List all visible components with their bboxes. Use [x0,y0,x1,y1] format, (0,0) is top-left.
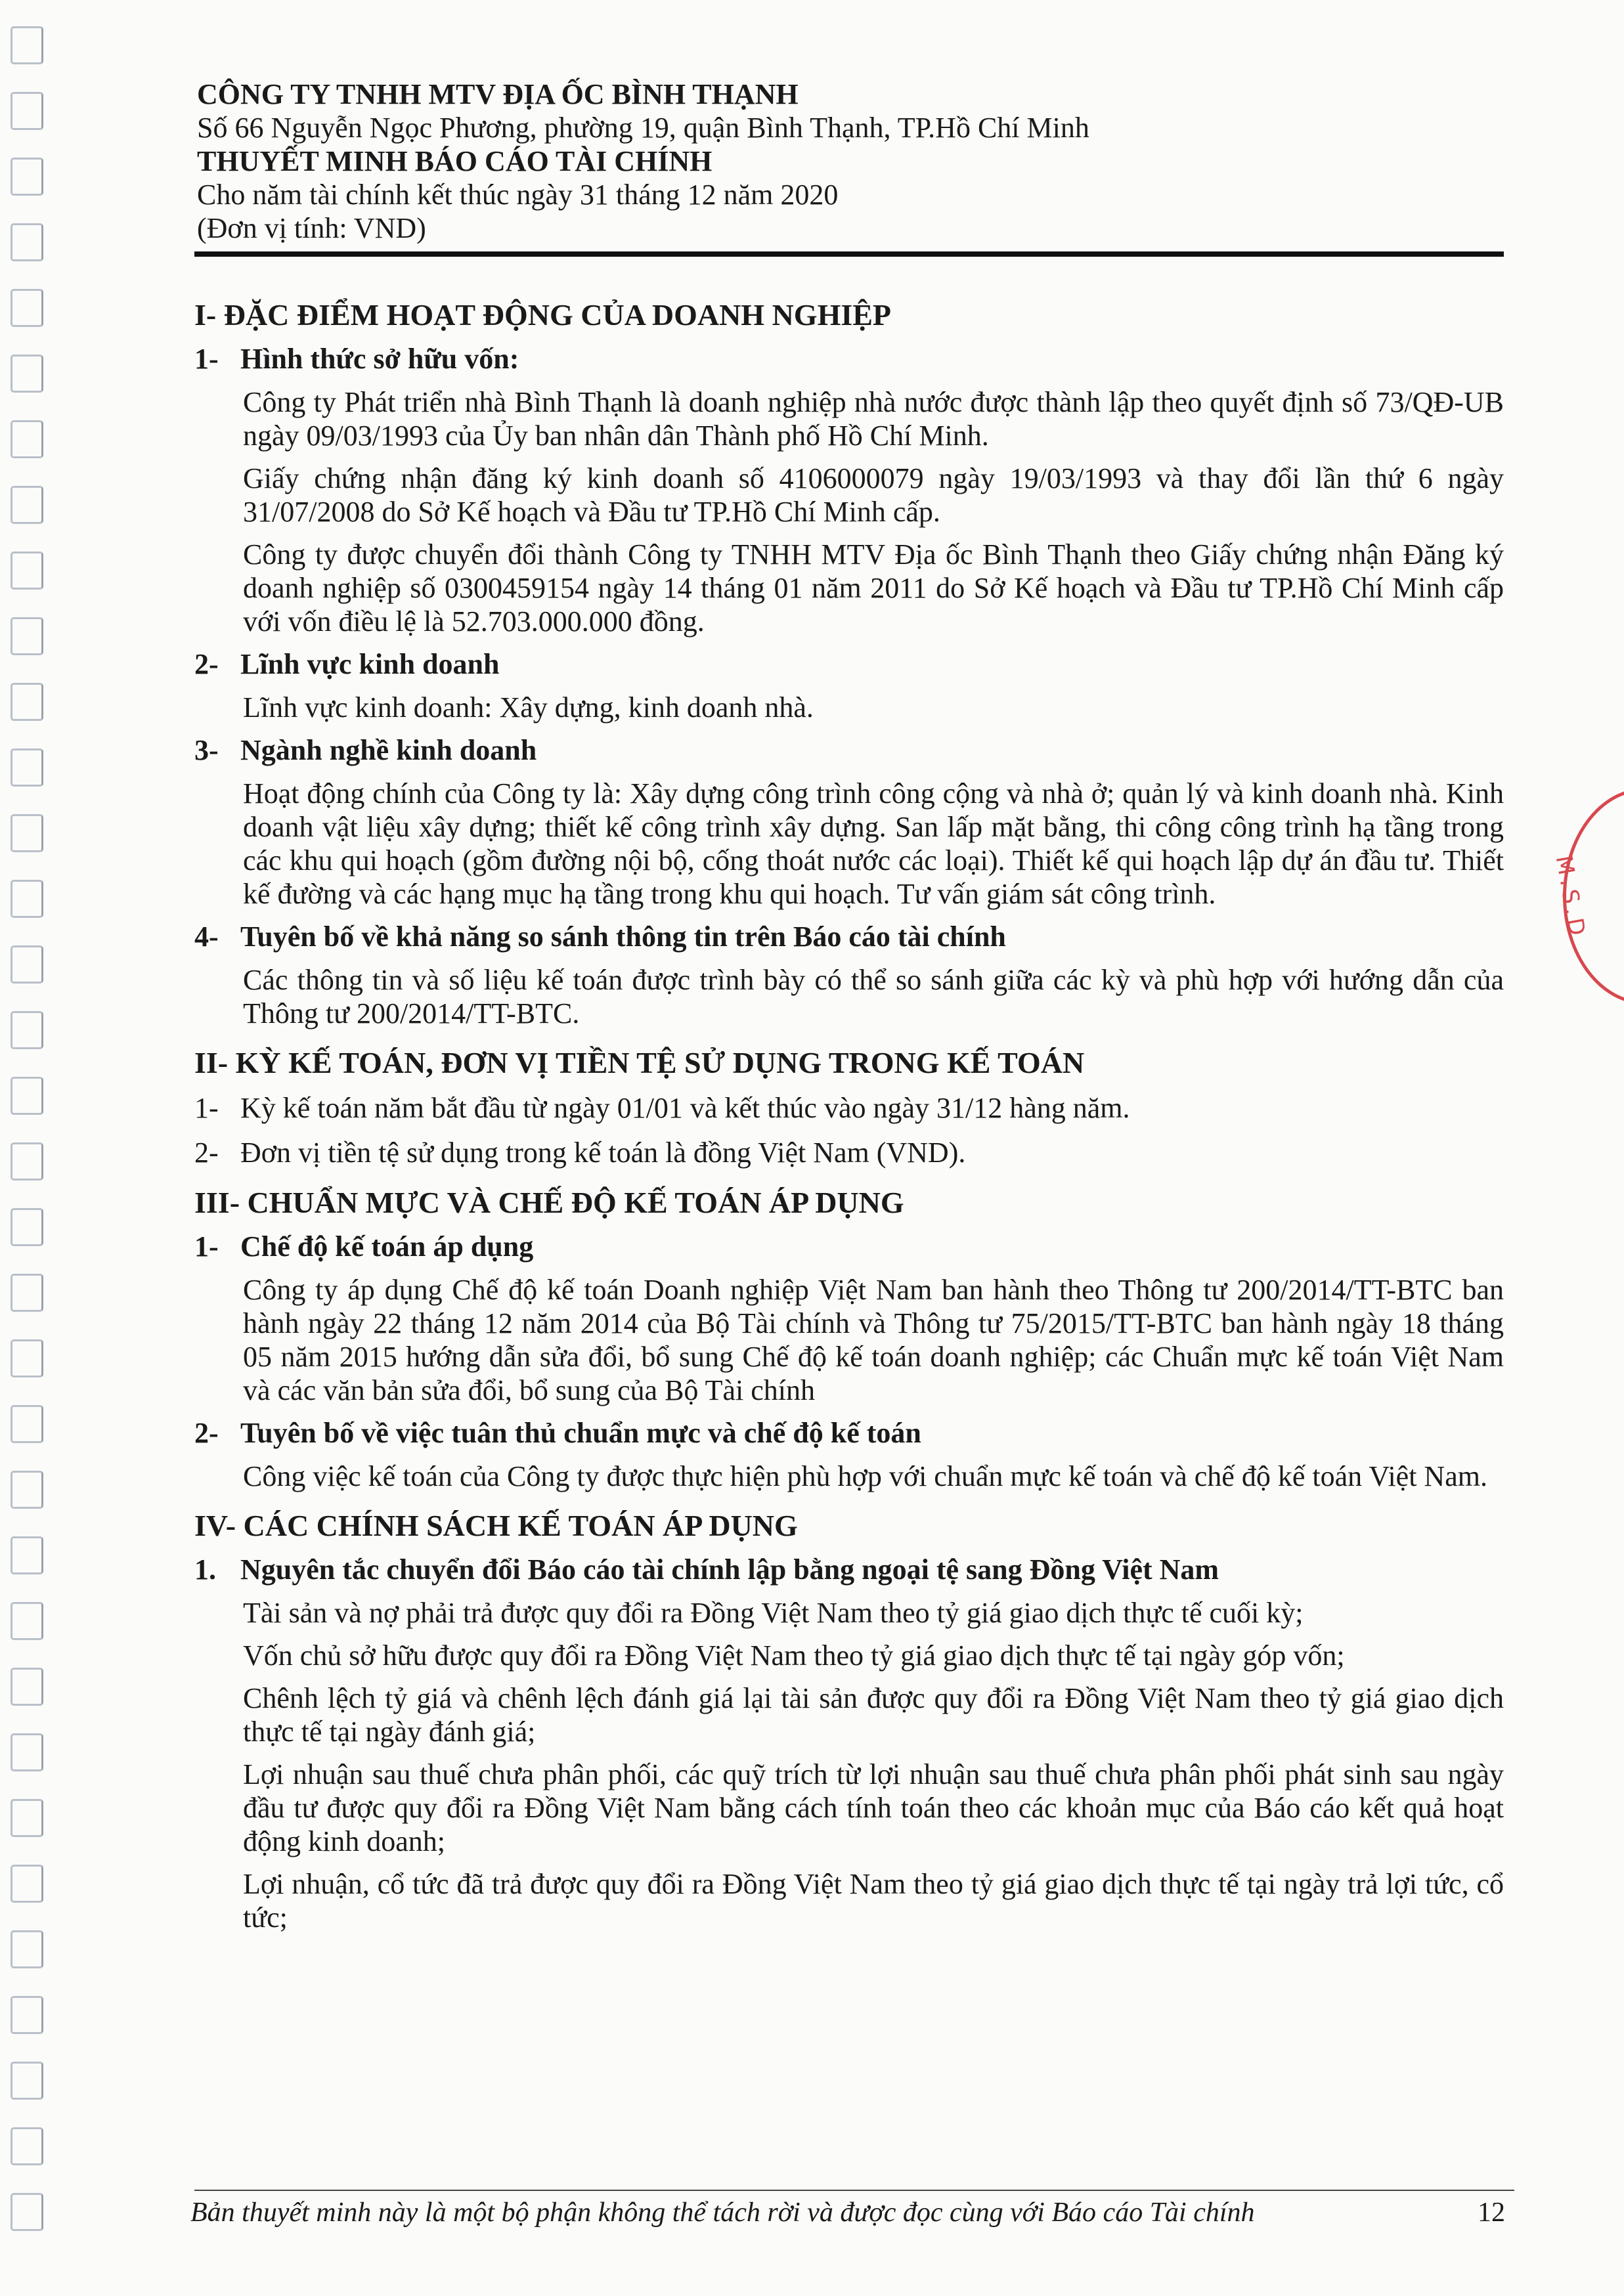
header-divider [194,251,1504,257]
item-title: Ngành nghề kinh doanh [240,734,537,766]
item-number: 3- [194,734,219,766]
paragraph: Lợi nhuận sau thuế chưa phân phối, các quỹ trích từ lợi nhuận sau thuế chưa phân phối phát sinh sau ngày đầu tư được quy đổi ra Đồng Việt Nam bằng cách tính toán theo các khoản mục của Báo cáo kết quả hoạt động kinh doanh; [243,1758,1504,1857]
item-text: Kỳ kế toán năm bắt đầu từ ngày 01/01 và kết thúc vào ngày 31/12 hàng năm. [240,1092,1130,1124]
paragraph: Giấy chứng nhận đăng ký kinh doanh số 4106000079 ngày 19/03/1993 và thay đổi lần thứ 6 ngày 31/07/2008 do Sở Kế hoạch và Đầu tư TP.Hồ Chí Minh cấp. [243,462,1504,528]
footer-note: Bản thuyết minh này là một bộ phận không thể tách rời và được đọc cùng với Báo cáo Tài chính [190,2198,1255,2228]
item-number: 2- [194,648,219,680]
document-body [194,282,1504,1943]
paragraph: Lợi nhuận, cổ tức đã trả được quy đổi ra Đồng Việt Nam theo tỷ giá giao dịch thực tế tại ngày trả lợi tức, cổ tức; [243,1868,1504,1934]
item-title: Nguyên tắc chuyển đổi Báo cáo tài chính lập bằng ngoại tệ sang Đồng Việt Nam [240,1553,1219,1586]
footer-divider [194,2190,1514,2191]
subsection-heading [194,1416,1504,1450]
document-header [197,77,1510,245]
section-title: I- ĐẶC ĐIỂM HOẠT ĐỘNG CỦA DOANH NGHIỆP [194,298,892,332]
paragraph: Tài sản và nợ phải trả được quy đổi ra Đồng Việt Nam theo tỷ giá giao dịch thực tế cuối kỳ; [243,1597,1304,1629]
item-title: Tuyên bố về khả năng so sánh thông tin trên Báo cáo tài chính [240,921,1006,953]
paragraph: Chênh lệch tỷ giá và chênh lệch đánh giá lại tài sản được quy đổi ra Đồng Việt Nam theo tỷ giá giao dịch thực tế tại ngày đánh giá; [243,1682,1504,1748]
item-title: Hình thức sở hữu vốn: [240,343,519,375]
paragraph: Hoạt động chính của Công ty là: Xây dựng công trình công cộng và nhà ở; quản lý và kinh doanh nhà. Kinh doanh vật liệu xây dựng; thiết kế công trình xây dựng. San lấp mặt bằng, thi công công trình hạ tầng trong các khu qui hoạch (gồm đường nội bộ, cống thoát nước các loại). Thiết kế qui hoạch lập dự án đầu tư. Thiết kế đường và các hạng mục hạ tầng trong khu qui hoạch. Tư vấn giám sát công trình. [243,777,1504,910]
paragraph: Các thông tin và số liệu kế toán được trình bày có thể so sánh giữa các kỳ và phù hợp với hướng dẫn của Thông tư 200/2014/TT-BTC. [243,964,1504,1029]
paragraph: Công việc kế toán của Công ty được thực hiện phù hợp với chuẩn mực kế toán và chế độ kế toán Việt Nam. [243,1460,1487,1492]
paragraph: Công ty áp dụng Chế độ kế toán Doanh nghiệp Việt Nam ban hành theo Thông tư 200/2014/TT-BTC ban hành ngày 22 tháng 12 năm 2014 của Bộ Tài chính và Thông tư 75/2015/TT-BTC ban hành ngày 18 tháng 05 năm 2015 hướng dẫn sửa đổi, bổ sung Chế độ kế toán doanh nghiệp; các Chuẩn mực kế toán Việt Nam và các văn bản sửa đổi, bổ sung của Bộ Tài chính [243,1274,1504,1406]
subsection-heading [194,920,1504,954]
stamp-text: M.S.D [1550,854,1591,942]
section-title: IV- CÁC CHÍNH SÁCH KẾ TOÁN ÁP DỤNG [194,1509,798,1542]
page-number: 12 [1478,2198,1505,2228]
item-title: Tuyên bố về việc tuân thủ chuẩn mực và chế độ kế toán [240,1417,921,1449]
section-title: III- CHUẨN MỰC VÀ CHẾ ĐỘ KẾ TOÁN ÁP DỤNG [194,1186,904,1219]
item-title: Lĩnh vực kinh doanh [240,648,500,680]
paragraph: Lĩnh vực kinh doanh: Xây dựng, kinh doanh nhà. [243,691,814,724]
item-number: 1. [194,1553,216,1586]
spiral-binding [0,0,66,2296]
company-name: CÔNG TY TNHH MTV ĐỊA ỐC BÌNH THẠNH [197,78,799,110]
paragraph: Vốn chủ sở hữu được quy đổi ra Đồng Việt Nam theo tỷ giá giao dịch thực tế tại ngày góp vốn; [243,1639,1345,1672]
item-title: Chế độ kế toán áp dụng [240,1230,534,1263]
subsection-heading [194,647,1504,682]
subsection-heading [194,1553,1504,1587]
currency-unit: (Đơn vị tính: VND) [197,212,426,244]
item-number: 1- [194,1230,219,1263]
item-number: 2- [194,1137,219,1169]
item-text: Đơn vị tiền tệ sử dụng trong kế toán là đồng Việt Nam (VND). [240,1137,966,1169]
list-item [194,1091,1504,1125]
item-number: 1- [194,343,219,375]
subsection-heading [194,1230,1504,1264]
item-number: 1- [194,1092,219,1124]
reporting-period: Cho năm tài chính kết thúc ngày 31 tháng 12 năm 2020 [197,179,839,211]
list-item [194,1136,1504,1170]
paragraph: Công ty được chuyển đổi thành Công ty TNHH MTV Địa ốc Bình Thạnh theo Giấy chứng nhận Đăng ký doanh nghiệp số 0300459154 ngày 14 tháng 01 năm 2011 do Sở Kế hoạch và Đầu tư TP.Hồ Chí Minh cấp với vốn điều lệ là 52.703.000.000 đồng. [243,538,1504,638]
document-title: THUYẾT MINH BÁO CÁO TÀI CHÍNH [197,145,713,177]
item-number: 2- [194,1417,219,1449]
item-number: 4- [194,921,219,953]
subsection-heading [194,342,1504,376]
paragraph: Công ty Phát triển nhà Bình Thạnh là doanh nghiệp nhà nước được thành lập theo quyết định số 73/QĐ-UB ngày 09/03/1993 của Ủy ban nhân dân Thành phố Hồ Chí Minh. [243,386,1504,452]
company-address: Số 66 Nguyễn Ngọc Phương, phường 19, quận Bình Thạnh, TP.Hồ Chí Minh [197,112,1089,144]
subsection-heading [194,733,1504,768]
section-title: II- KỲ KẾ TOÁN, ĐƠN VỊ TIỀN TỆ SỬ DỤNG TRONG KẾ TOÁN [194,1046,1085,1079]
